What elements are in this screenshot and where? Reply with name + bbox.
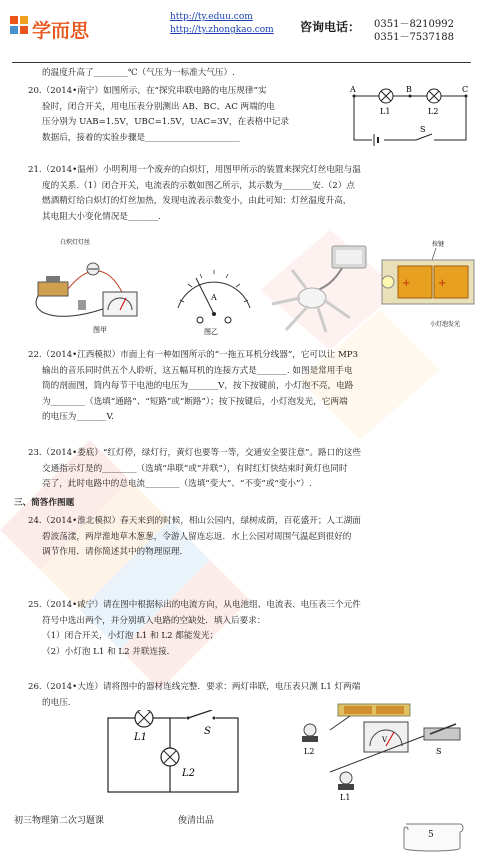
q25-line: （2）小灯泡 L1 和 L2 并联连接． bbox=[42, 646, 176, 657]
q26-line: 的电压. bbox=[42, 697, 71, 708]
q20-line: 验时，闭合开关，用电压表分别测出 AB、BC、AC 两端的电 bbox=[42, 101, 275, 112]
question-23 bbox=[28, 446, 473, 493]
header-link-eduu[interactable]: http://ty.eduu.com bbox=[170, 12, 253, 22]
q26-line: 26.（2014•大连）请将图中的器材连线完整．要求：两灯串联，电压表只测 L1 灯两端 bbox=[28, 682, 361, 692]
q20-label-c: C bbox=[462, 85, 469, 94]
q24-line: 调节作用．请你简述其中的物理原理． bbox=[42, 547, 189, 558]
q20-label-a: A bbox=[350, 85, 356, 94]
svg-text:V: V bbox=[382, 736, 388, 744]
question-22 bbox=[28, 348, 473, 426]
footer-left: 初三物理第二次习题课 bbox=[14, 816, 105, 826]
header-divider bbox=[12, 62, 471, 63]
q26-real-s: S bbox=[436, 747, 442, 756]
q22-button-label: 按键 bbox=[432, 241, 445, 248]
page-number: 5 bbox=[428, 830, 434, 840]
hotline-phone-1: 0351－8210992 bbox=[374, 19, 454, 30]
q23-line: 交通指示灯是的________（选填“串联”或“并联”），有时红灯快结束时黄灯也同时 bbox=[42, 463, 348, 474]
question-24 bbox=[28, 514, 473, 561]
q26-apparatus bbox=[290, 700, 470, 804]
q20-label-s: S bbox=[420, 125, 426, 134]
q22-flashlight-figure bbox=[380, 236, 476, 336]
q25-line: （1）闭合开关，小灯泡 L1 和 L2 都能发光； bbox=[42, 631, 219, 642]
q21-yi-unit: A bbox=[211, 293, 217, 302]
q22-line: 输出的音乐同时供五个人聆听，这五幅耳机的连接方式是_______. 如图是常用手电 bbox=[42, 365, 353, 376]
q24-line: 碧波荡漾，两岸淮地草木葱葱，令游人留连忘返．水上公园对周围气温起到很好的 bbox=[42, 531, 352, 542]
q21-jia-caption: 图甲 bbox=[93, 326, 107, 334]
q26-schem-l1: L1 bbox=[134, 732, 148, 743]
q20-line: 数据后，接着的实验步骤是______________________ bbox=[42, 132, 240, 143]
q21-line: 燃酒精灯给白炽灯的灯丝加热，发现电流表示数变小，由此可知：灯丝温度升高， bbox=[42, 196, 352, 207]
q20-line: 20.（2014•南宁）如图所示，在“探究串联电路的电压规律”实 bbox=[28, 86, 267, 96]
q21-line: 其电阻大小变化情况是_______. bbox=[42, 211, 161, 222]
svg-text:+: + bbox=[402, 278, 411, 289]
logo-text: 学而思 bbox=[32, 20, 90, 42]
q24-line: 24.（2014•淮北模拟）春天来到的时候，相山公园内，绿树成荫，百花盛开；人工湖面 bbox=[28, 516, 361, 526]
q23-line: 23.（2014•娄底）“红灯停，绿灯行，黄灯也要等一等，交通安全要注意”。路口的这些 bbox=[28, 448, 361, 458]
q22-line: 筒的剖面图，筒内每节干电池的电压为_______V，按下按键前，小灯泡不亮，电路 bbox=[42, 381, 354, 392]
question-21 bbox=[28, 163, 473, 225]
q20-label-l1: L1 bbox=[380, 107, 391, 116]
q26-schematic bbox=[96, 710, 246, 796]
q22-light-label: 小灯泡发光 bbox=[430, 321, 461, 328]
q25-line: 符号中选出两个，并分别填入电路的空缺处．填入后要求： bbox=[42, 615, 266, 626]
q23-line: 亮了，此时电路中的总电流________（选填“变大”、“不变”或“变小”）. bbox=[42, 479, 312, 490]
q22-line: 22.（2014•江西模拟）市面上有一种如图所示的“一拖五耳机分线器”，它可以让 MP3 bbox=[28, 350, 358, 360]
q25-line: 25.（2014•咸宁）请在图中根据标出的电流方向，从电池组、电流表、电压表三个元件 bbox=[28, 600, 361, 610]
q26-schem-s: S bbox=[204, 726, 211, 737]
logo bbox=[8, 12, 98, 42]
q21-figure-yi bbox=[170, 248, 258, 336]
section-heading: 三、简答作图题 bbox=[14, 498, 75, 508]
q20-line: 压分别为 UAB=1.5V，UBC=1.5V，UAC=3V，在表格中记录 bbox=[42, 117, 290, 128]
hotline-label: 咨询电话： bbox=[300, 20, 361, 34]
q21-jia-note: 白炽灯灯丝 bbox=[60, 239, 91, 246]
q21-line: 21.（2014•温州）小明利用一个废弃的白炽灯，用图甲所示的装置来探究灯丝电阻与温 bbox=[28, 165, 361, 175]
question-20 bbox=[28, 84, 346, 146]
q20-label-b: B bbox=[406, 85, 412, 94]
header-link-zhongkao[interactable]: http://ty.zhongkao.com bbox=[170, 25, 274, 35]
hotline-phone-2: 0351－7537188 bbox=[374, 32, 454, 43]
q26-real-l2: L2 bbox=[304, 747, 315, 756]
q21-figure-jia bbox=[28, 234, 158, 336]
question-25 bbox=[28, 598, 473, 660]
q20-circuit-figure bbox=[348, 84, 472, 146]
page-scroll-graphic bbox=[400, 820, 466, 854]
q22-line: 为________（选填“通路”、“短路”或“断路”）；按下按键后，小灯泡发光，它两端 bbox=[42, 396, 348, 407]
svg-text:+: + bbox=[438, 278, 447, 289]
q21-line: 度的关系.（1）闭合开关，电流表的示数如图乙所示，其示数为_______安.（2）点 bbox=[42, 180, 355, 191]
q26-real-l1: L1 bbox=[340, 793, 351, 802]
q20-label-l2: L2 bbox=[428, 107, 439, 116]
footer-mid: 俊清出品 bbox=[178, 816, 215, 826]
q22-line: 的电压为_______V. bbox=[42, 412, 114, 423]
continuation-text: 的温度升高了________℃（气压为一标准大气压）. bbox=[42, 68, 235, 78]
q21-yi-caption: 图乙 bbox=[204, 328, 218, 336]
q22-splitter-figure bbox=[262, 240, 382, 336]
q26-schem-l2: L2 bbox=[182, 768, 196, 779]
